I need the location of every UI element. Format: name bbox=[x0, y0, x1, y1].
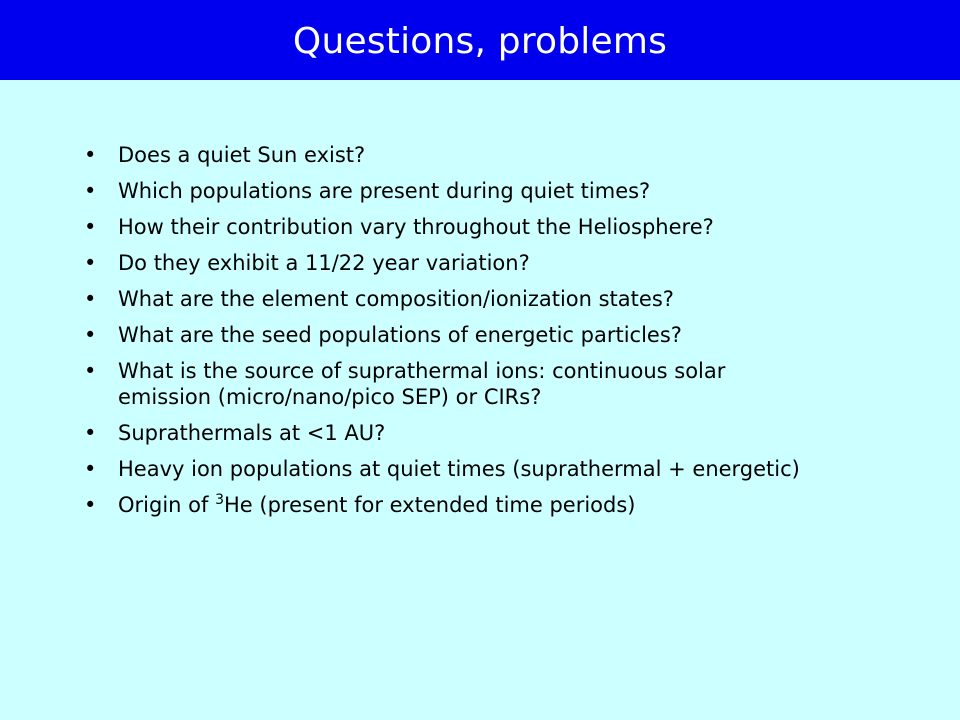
bullet-item bbox=[84, 142, 814, 168]
bullet-item bbox=[84, 250, 814, 276]
bullet-marker: • bbox=[84, 493, 97, 517]
bullet-marker: • bbox=[84, 323, 97, 347]
bullet-text: What are the element composition/ionization states? bbox=[118, 287, 674, 311]
bullet-text: Do they exhibit a 11/22 year variation? bbox=[118, 251, 530, 275]
bullet-text: What is the source of suprathermal ions: continuous solar emission (micro/nano/pico SEP) or CIRs? bbox=[118, 359, 726, 409]
bullet-text-after: He (present for extended time periods) bbox=[224, 493, 636, 517]
bullet-text: Does a quiet Sun exist? bbox=[118, 143, 366, 167]
bullet-item bbox=[84, 358, 814, 410]
bullet-text: Suprathermals at <1 AU? bbox=[118, 421, 386, 445]
bullet-marker: • bbox=[84, 215, 97, 239]
bullet-item bbox=[84, 214, 814, 240]
bullet-item bbox=[84, 492, 814, 518]
bullet-marker: • bbox=[84, 179, 97, 203]
bullet-text: Which populations are present during quiet times? bbox=[118, 179, 651, 203]
bullet-marker: • bbox=[84, 457, 97, 481]
bullet-item bbox=[84, 456, 814, 482]
bullet-marker: • bbox=[84, 359, 97, 383]
bullet-item bbox=[84, 178, 814, 204]
bullet-marker: • bbox=[84, 251, 97, 275]
bullet-item bbox=[84, 420, 814, 446]
bullet-text-before: Origin of bbox=[118, 493, 216, 517]
bullet-marker: • bbox=[84, 421, 97, 445]
bullet-text: Heavy ion populations at quiet times (suprathermal + energetic) bbox=[118, 457, 800, 481]
bullet-item bbox=[84, 286, 814, 312]
bullet-text: How their contribution vary throughout the Heliosphere? bbox=[118, 215, 714, 239]
slide-title: Questions, problems bbox=[292, 20, 668, 62]
bullet-text: What are the seed populations of energetic particles? bbox=[118, 323, 682, 347]
bullet-item bbox=[84, 322, 814, 348]
bullet-marker: • bbox=[84, 287, 97, 311]
bullet-list bbox=[84, 142, 814, 528]
title-bar bbox=[0, 0, 960, 80]
bullet-marker: • bbox=[84, 143, 97, 167]
superscript-text: 3 bbox=[215, 492, 224, 508]
